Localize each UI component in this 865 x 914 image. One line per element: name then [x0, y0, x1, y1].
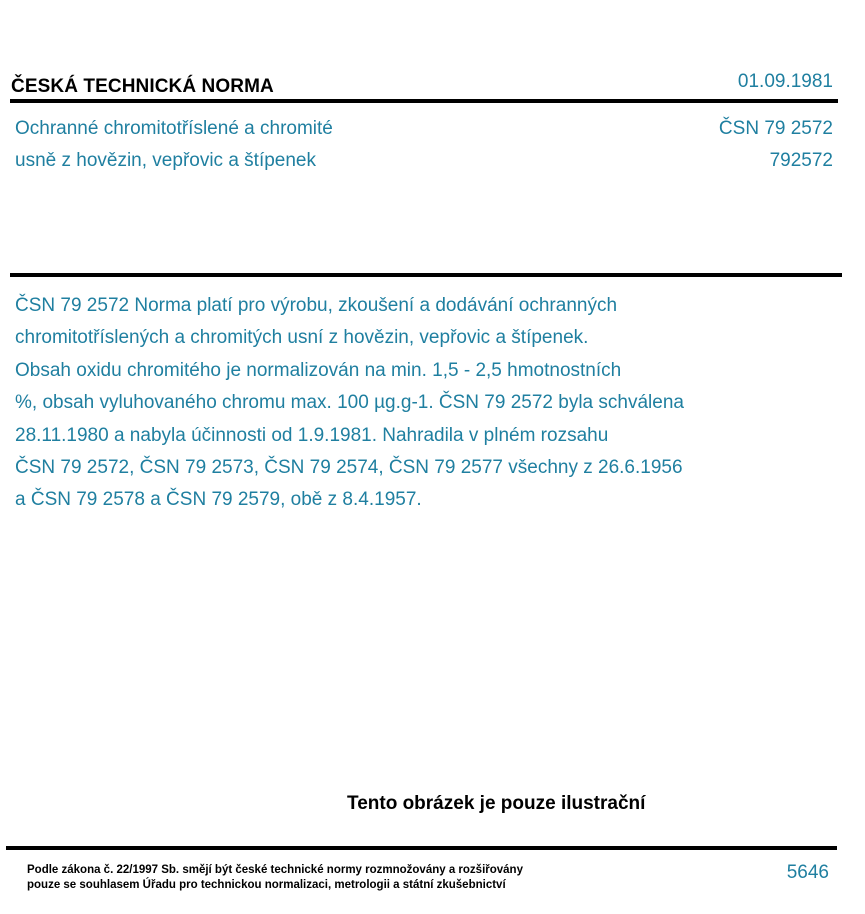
standard-title-line: usně z hovězin, vepřovic a štípenek — [15, 150, 317, 171]
header-divider — [10, 99, 838, 103]
document-header-title: ČESKÁ TECHNICKÁ NORMA — [11, 76, 274, 97]
abstract-line: Obsah oxidu chromitého je normalizován na min. 1,5 - 2,5 hmotnostních — [15, 359, 622, 381]
standard-code: ČSN 79 2572 — [718, 118, 833, 139]
footer-divider — [6, 846, 837, 850]
standard-abstract — [15, 290, 815, 517]
footer-number: 5646 — [786, 862, 829, 883]
abstract-line: chromitotříslených a chromitých usní z hovězin, vepřovic a štípenek. — [15, 327, 589, 349]
abstract-line: 28.11.1980 a nabyla účinnosti od 1.9.1981. Nahradila v plném rozsahu — [15, 424, 609, 446]
legal-notice-line: Podle zákona č. 22/1997 Sb. smějí být české technické normy rozmnožovány a rozšiřovány — [27, 864, 523, 876]
section-divider — [10, 273, 842, 277]
abstract-line: ČSN 79 2572, ČSN 79 2573, ČSN 79 2574, ČSN 79 2577 všechny z 26.6.1956 — [15, 457, 683, 479]
standard-title-line: Ochranné chromitotříslené a chromité — [15, 118, 333, 139]
legal-notice — [27, 863, 523, 893]
illustration-disclaimer: Tento obrázek je pouze ilustrační — [347, 793, 646, 814]
effective-date: 01.09.1981 — [737, 71, 833, 92]
abstract-line: %, obsah vyluhovaného chromu max. 100 µg.g-1. ČSN 79 2572 byla schválena — [15, 392, 684, 414]
legal-notice-line: pouze se souhlasem Úřadu pro technickou normalizaci, metrologii a státní zkušebnictví — [27, 879, 506, 891]
catalog-number: 792572 — [769, 150, 833, 171]
abstract-line: ČSN 79 2572 Norma platí pro výrobu, zkoušení a dodávání ochranných — [15, 295, 618, 316]
abstract-line: a ČSN 79 2578 a ČSN 79 2579, obě z 8.4.1957. — [15, 489, 422, 511]
